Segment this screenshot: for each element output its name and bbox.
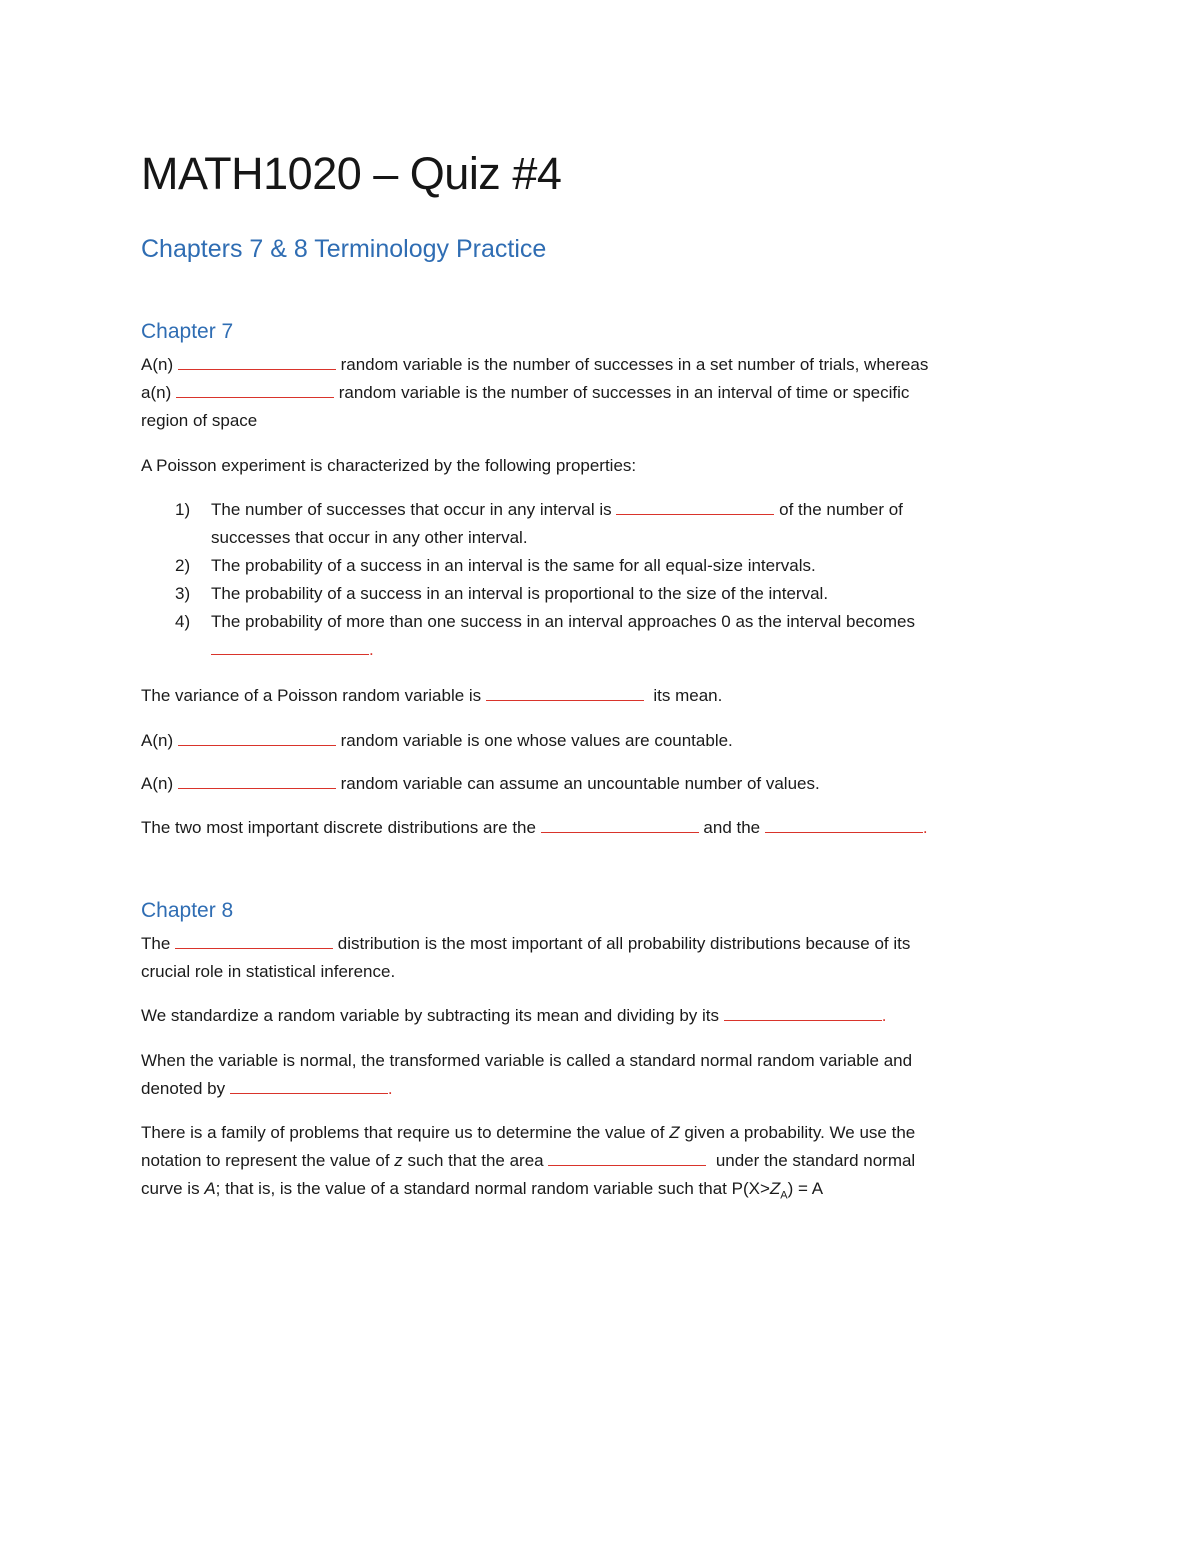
list-item: 4) The probability of more than one success in an interval approaches 0 as the interval becomes . [175,612,916,659]
discrete-distributions-question: The two most important discrete distributions are the and the . [141,818,928,837]
page-subtitle: Chapters 7 & 8 Terminology Practice [141,235,547,263]
standard-normal-question: When the variable is normal, the transformed variable is called a standard normal random variable and denoted by . [141,1051,913,1098]
answer-blank[interactable] [211,638,369,655]
page-title: MATH1020 – Quiz #4 [141,148,562,199]
answer-blank[interactable] [541,816,699,833]
answer-blank[interactable] [176,381,334,398]
poisson-properties-list [141,496,915,664]
answer-blank[interactable] [765,816,923,833]
answer-blank[interactable] [178,772,336,789]
normal-distribution-question: The distribution is the most important of all probability distributions because of its crucial role in statistical inference. [141,934,911,981]
answer-blank[interactable] [486,684,644,701]
answer-blank[interactable] [178,729,336,746]
discrete-question: A(n) random variable is one whose values are countable. [141,731,733,750]
answer-blank[interactable] [230,1077,388,1094]
standardize-question: We standardize a random variable by subtracting its mean and dividing by its . [141,1006,887,1025]
answer-blank[interactable] [178,353,336,370]
poisson-intro: A Poisson experiment is characterized by the following properties: [141,456,637,475]
answer-blank[interactable] [175,932,333,949]
answer-blank[interactable] [724,1004,882,1021]
continuous-question: A(n) random variable can assume an uncountable number of values. [141,774,820,793]
answer-blank[interactable] [548,1149,706,1166]
variance-question: The variance of a Poisson random variable is its mean. [141,686,723,705]
list-item: 1) The number of successes that occur in any interval is of the number of successes that occur in any other interval. [175,500,903,547]
binomial-poisson-question: A(n) random variable is the number of successes in a set number of trials, whereas a(n) random variable is the number of successes in an interval of time or specific region of space [141,355,929,430]
list-item: 3) The probability of a success in an interval is proportional to the size of the interval. [175,584,829,603]
chapter-8-heading: Chapter 8 [141,899,234,922]
answer-blank[interactable] [616,498,774,515]
z-value-question: There is a family of problems that require us to determine the value of Z given a probability. We use the notation to represent the value of z such that the area under the standard normal curve is A; that is, is the value of a standard normal random variable such that $P(X>Z_A) = A$ [141,1123,916,1202]
list-item: 2) The probability of a success in an interval is the same for all equal-size intervals. [175,556,816,575]
chapter-7-heading: Chapter 7 [141,320,234,343]
